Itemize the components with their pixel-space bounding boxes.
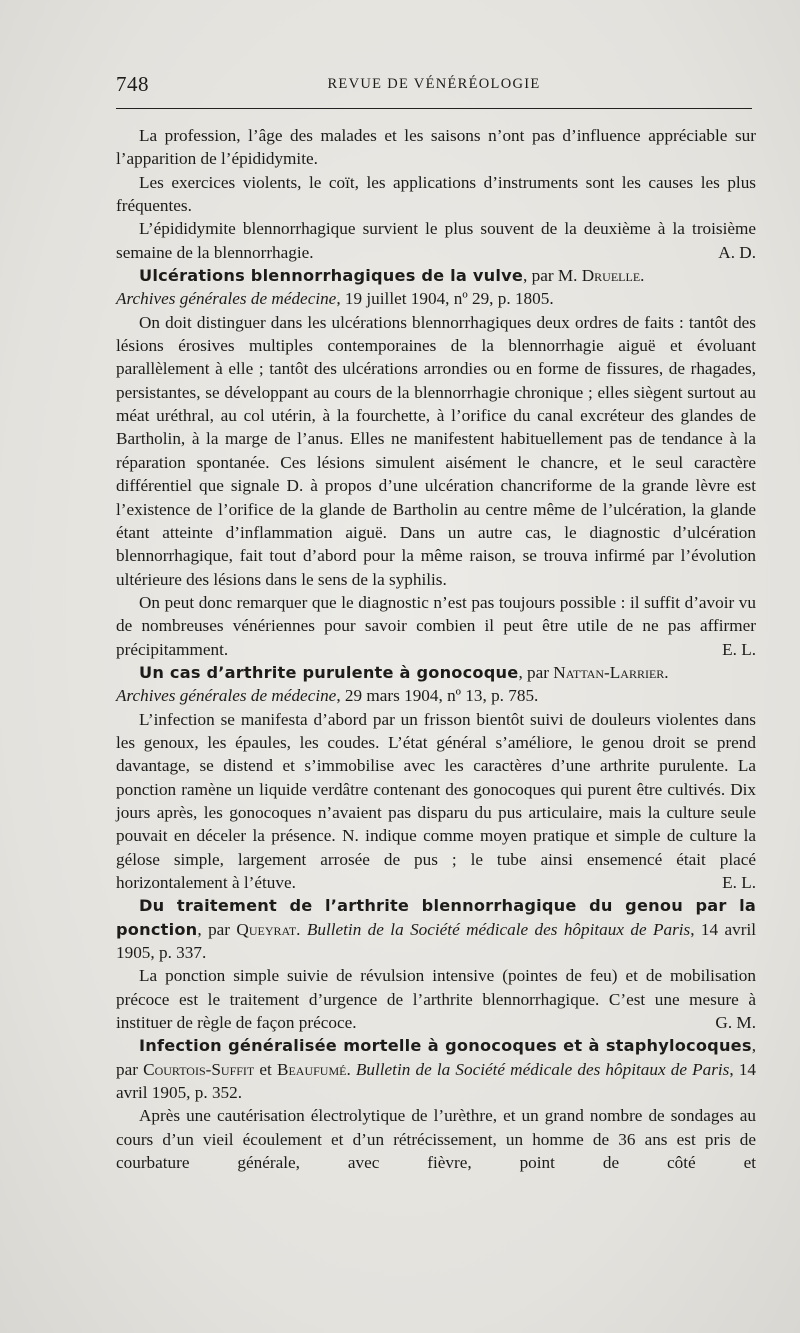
article-heading: Un cas d’arthrite purulente à gonocoque, par Nattan-Larrier. bbox=[139, 662, 669, 682]
signature: E. L. bbox=[722, 873, 756, 892]
paragraph bbox=[116, 708, 756, 895]
journal-name: Bulletin de la Société médicale des hôpitaux de Paris bbox=[306, 919, 691, 939]
journal-name: Bulletin de la Société médicale des hôpitaux de Paris bbox=[355, 1059, 730, 1079]
article-author-2: Beaufumé bbox=[276, 1059, 347, 1079]
journal-name: Archives générales de médecine bbox=[116, 289, 337, 309]
article-title: Un cas d’arthrite purulente à gonocoque bbox=[139, 662, 519, 682]
page-header bbox=[116, 68, 752, 108]
signature: G. M. bbox=[715, 1013, 756, 1033]
article-citation: Archives générales de médecine, 29 mars 1904, nº 13, p. 785. bbox=[116, 686, 539, 706]
body-text bbox=[116, 124, 756, 1174]
article-author: Queyrat bbox=[236, 919, 297, 939]
article-heading: Du traitement de l’arthrite blennorrhagique du genou par la ponction, par Queyrat. Bulletin de la Société médicale des hôpitaux de Paris, 14 avril 1905, p. 337. bbox=[116, 896, 757, 963]
paragraph bbox=[116, 591, 756, 661]
article-author: Nattan-Larrier bbox=[553, 662, 665, 682]
article-author: Courtois-Suffit bbox=[143, 1059, 255, 1079]
page-number: 748 bbox=[116, 72, 149, 96]
article-heading: Infection généralisée mortelle à gonocoques et à staphylocoques, par Courtois-Suffit et Beaufumé. Bulletin de la Société médicale des hôpitaux de Paris, 14 avril 1905, p. 352. bbox=[116, 1036, 756, 1103]
paragraph-text: La ponction simple suivie de révulsion intensive (pointes de feu) et de mobilisation précoce est le traitement d’urgence de l’arthrite blennorrhagique. C’est une mesure à instituer de règle de façon précoce. bbox=[116, 966, 756, 1033]
paragraph: Après une cautérisation électrolytique de l’urèthre, et un grand nombre de sondages au cours d’un vieil écoulement et d’un rétrécissement, un homme de 36 ans est pris de courbature générale, avec fièvre, point de côté et bbox=[116, 1106, 756, 1173]
running-title: REVUE DE VÉNÉRÉOLOGIE bbox=[327, 76, 541, 92]
article-heading: Ulcérations blennorrhagiques de la vulve, par M. Druelle. bbox=[139, 266, 645, 286]
article-title: Du traitement de l’arthrite blennorrhagique du genou par la ponction bbox=[116, 896, 756, 939]
paragraph-text: L’infection se manifesta d’abord par un frisson bientôt suivi de douleurs violentes dans les genoux, les épaules, les coudes. L’état général s’améliore, le genou droit se prend davantage, se distend et s’immobilise avec les caractères d’une arthrite purulente. La ponction ramène un liquide verdâtre contenant des gonocoques qui purent être cultivés. Dix jours après, les gonocoques n’avaient pas disparu du pus articulaire, mais la culture seule pouvait en déceler la présence. N. indique comme moyen pratique et simple de culture la gélose simple, largement arrosée de pus ; le tube ainsi ensemencé était placé horizontalement à l’étuve. bbox=[116, 709, 756, 892]
paragraph-text: L’épididymite blennorrhagique survient le plus souvent de la deuxième à la troisième semaine de la blennorrhagie. bbox=[116, 219, 756, 262]
journal-name: Archives générales de médecine bbox=[116, 686, 337, 706]
article-title: Ulcérations blennorrhagiques de la vulve bbox=[139, 266, 524, 286]
paragraph bbox=[116, 217, 756, 264]
paragraph bbox=[116, 964, 756, 1034]
header-rule bbox=[116, 108, 752, 109]
article-citation: Archives générales de médecine, 19 juillet 1904, nº 29, p. 1805. bbox=[116, 289, 554, 309]
paragraph-text: On peut donc remarquer que le diagnostic n’est pas toujours possible : il suffit d’avoir vu de nombreuses vénériennes pour savoir combien il peut être utile de ne pas affirmer précipitamment. bbox=[116, 592, 756, 659]
paragraph: On doit distinguer dans les ulcérations blennorrhagiques deux ordres de faits : tantôt des lésions érosives multiples contemporaines de la blennorrhagie aiguë et évoluant parallèlement à elle ; tantôt des ulcérations arrondies ou en forme de fissures, de rhagades, persistantes, se développant au cours de la blennorrhagie chronique ; elles siègent surtout au méat uréthral, au col utérin, à la fourchette, à l’orifice du canal excréteur des glandes de Bartholin, à la marge de l’anus. Elles ne manifestent habituellement pas de tendance à la réparation spontanée. Ces lésions simulent aisément le chancre, et le seul caractère différentiel que signale D. à propos d’une ulcération chancriforme de la grande lèvre est l’existence de l’orifice de la glande de Bartholin au centre même de l’ulcération, la glande étant atteinte d’inflammation aiguë. Dans un autre cas, le diagnostic d’ulcération blennorrhagique, fait tout d’abord pour la même raison, se trouva infirmé par l’évolution ultérieure des lésions dans le sens de la syphilis. bbox=[116, 312, 756, 589]
signature: E. L. bbox=[722, 639, 756, 659]
article-title: Infection généralisée mortelle à gonocoques et à staphylocoques bbox=[139, 1036, 752, 1056]
signature: A. D. bbox=[718, 242, 756, 262]
paragraph: La profession, l’âge des malades et les saisons n’ont pas d’influence appréciable sur l’apparition de l’épididymite. bbox=[116, 126, 756, 169]
paragraph: Les exercices violents, le coït, les applications d’instruments sont les causes les plus fréquentes. bbox=[116, 172, 756, 216]
article-author: Druelle bbox=[581, 266, 641, 286]
